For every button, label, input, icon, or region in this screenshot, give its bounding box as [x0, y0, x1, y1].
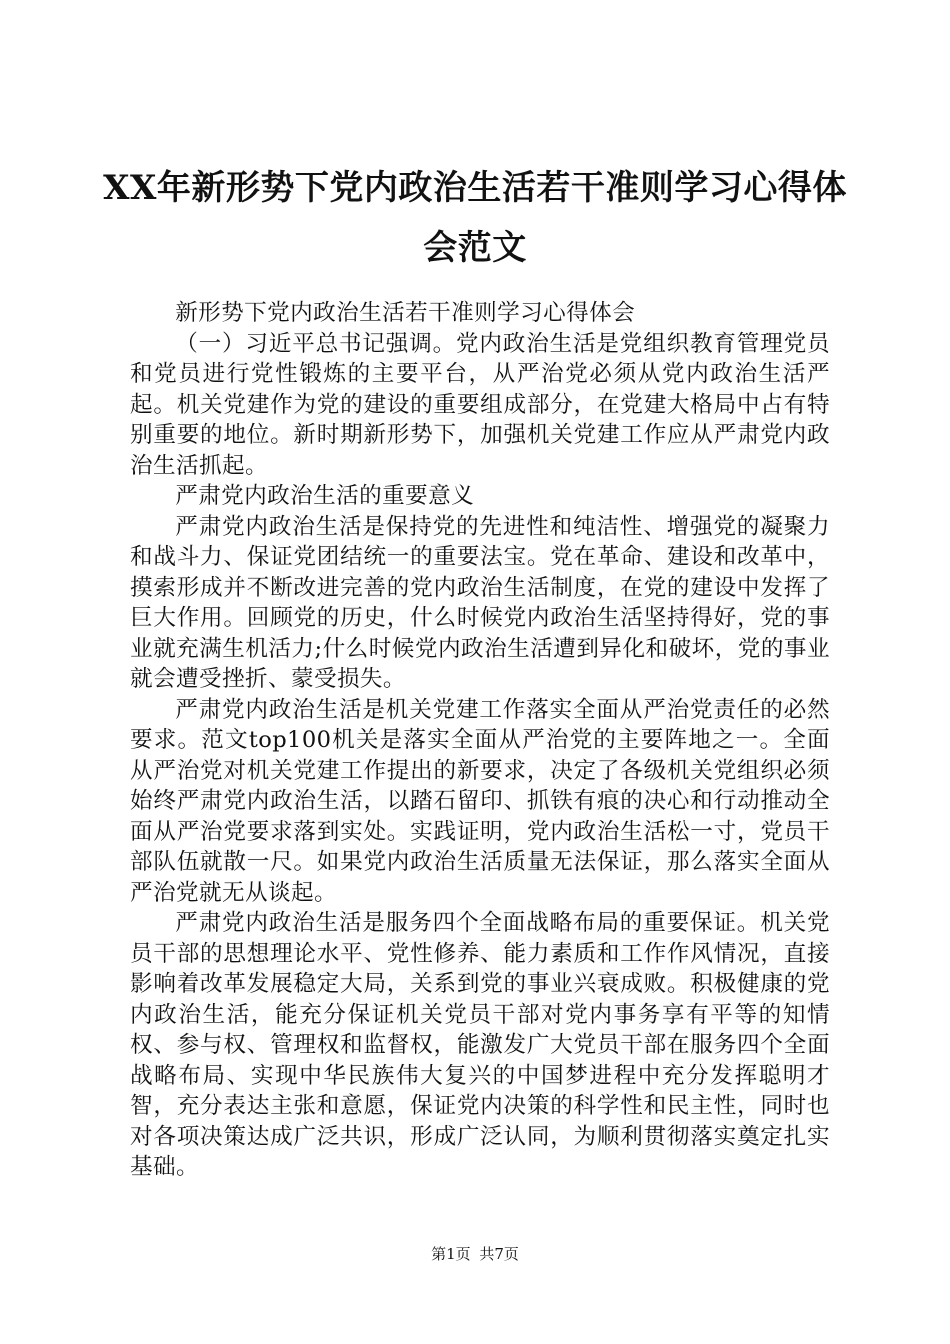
paragraph-4: 严肃党内政治生活是服务四个全面战略布局的重要保证。机关党员干部的思想理论水平、党性修养、能力素质和工作作风情况，直接影响着改革发展稳定大局，关系到党的事业兴衰成败。积极健康的党内政治生活，能充分保证机关党员干部对党内事务享有平等的知情权、参与权、管理权和监督权，能激发广大党员干部在服务四个全面战略布局、实现中华民族伟大复兴的中国梦进程中充分发挥聪明才智，充分表达主张和意愿，保证党内决策的科学性和民主性，同时也对各项决策达成广泛共识，形成广泛认同，为顺利贯彻落实奠定扎实基础。	[130, 910, 830, 1180]
document-title: XX年新形势下党内政治生活若干准则学习心得体会范文	[103, 168, 847, 268]
paragraph-2: 严肃党内政治生活是保持党的先进性和纯洁性、增强党的凝聚力和战斗力、保证党团结统一的重要法宝。党在革命、建设和改革中，摸索形成并不断改进完善的党内政治生活制度，在党的建设中发挥了巨大作用。回顾党的历史，什么时候党内政治生活坚持得好，党的事业就充满生机活力;什么时候党内政治生活遭到异化和破坏，党的事业就会遭受挫折、蒙受损失。	[130, 513, 830, 692]
paragraph-3: 严肃党内政治生活是机关党建工作落实全面从严治党责任的必然要求。范文top100机关是落实全面从严治党的主要阵地之一。全面从严治党对机关党建工作提出的新要求，决定了各级机关党组织必须始终严肃党内政治生活，以踏石留印、抓铁有痕的决心和行动推动全面从严治党要求落到实处。实践证明，党内政治生活松一寸，党员干部队伍就散一尺。如果党内政治生活质量无法保证，那么落实全面从严治党就无从谈起。	[130, 696, 830, 906]
page-footer	[0, 1243, 950, 1264]
page-total: 共7页	[479, 1245, 519, 1263]
document-body	[130, 298, 830, 1183]
paragraph-subtitle: 新形势下党内政治生活若干准则学习心得体会	[175, 300, 636, 326]
paragraph-heading: 严肃党内政治生活的重要意义	[175, 483, 475, 509]
page-number: 第1页	[431, 1245, 471, 1263]
paragraph-1: （一）习近平总书记强调。党内政治生活是党组织教育管理党员和党员进行党性锻炼的主要平台，从严治党必须从党内政治生活严起。机关党建作为党的建设的重要组成部分，在党建大格局中占有特别重要的地位。新时期新形势下，加强机关党建工作应从严肃党内政治生活抓起。	[130, 330, 830, 479]
